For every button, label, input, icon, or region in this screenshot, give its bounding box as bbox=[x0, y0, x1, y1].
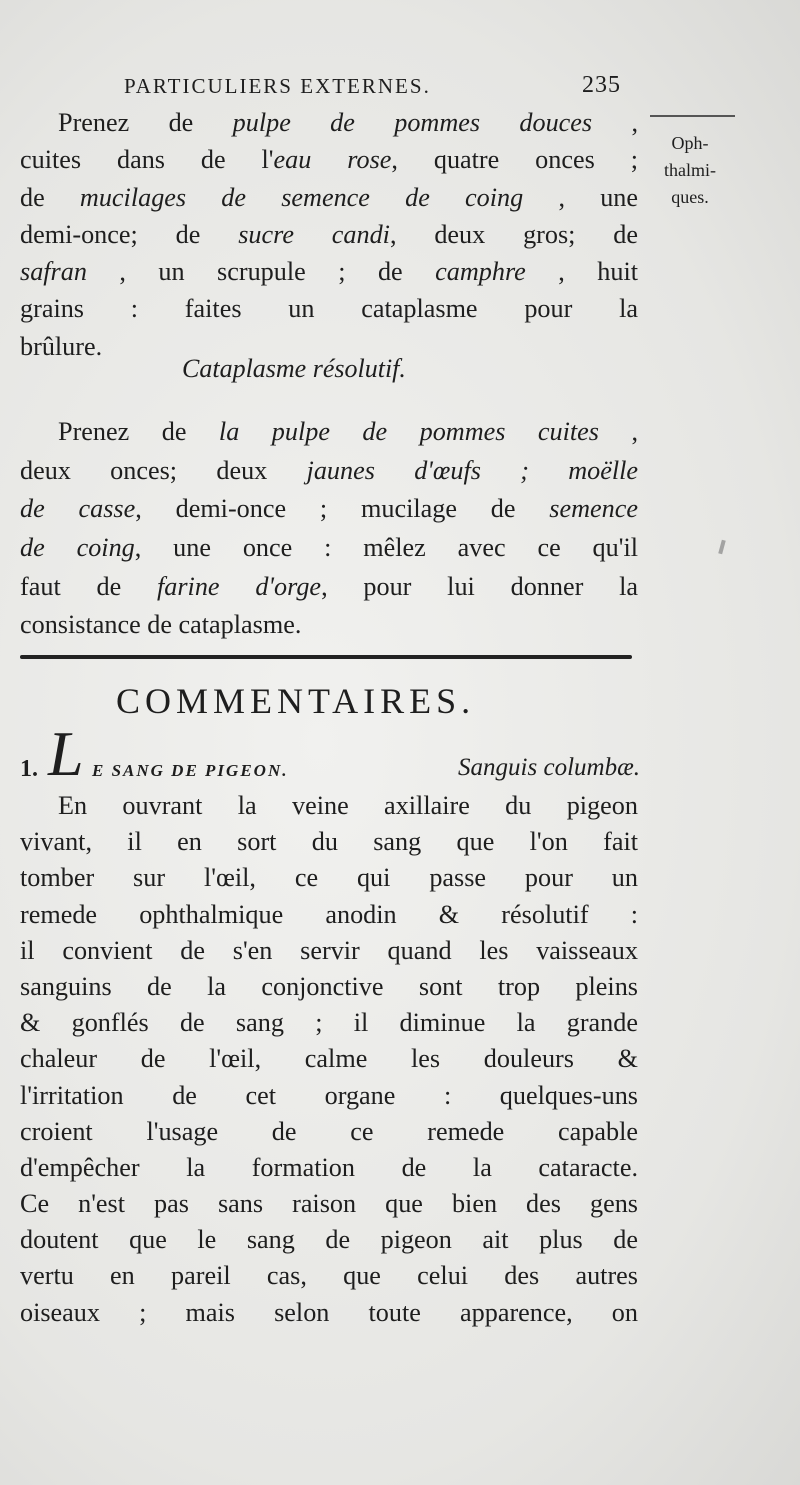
margin-note-line: Oph- bbox=[671, 133, 709, 153]
text-line: remede ophthalmique anodin & résolutif : bbox=[20, 899, 638, 929]
roman-text: Prenez de bbox=[58, 108, 233, 137]
text-line: l'irritation de cet organe : quelques-uns bbox=[20, 1080, 638, 1110]
roman-text: , pour lui donner la bbox=[321, 571, 638, 601]
text-line: d'empêcher la formation de la cataracte. bbox=[20, 1152, 638, 1182]
italic-text: jaunes d'œufs ; moëlle bbox=[306, 455, 638, 485]
roman-text: , demi-once ; mucilage de bbox=[135, 494, 550, 524]
roman-text: cuites dans de l' bbox=[20, 145, 274, 175]
roman-text: , bbox=[598, 417, 639, 446]
text-line bbox=[20, 606, 638, 645]
roman-text: Prenez de bbox=[58, 417, 219, 446]
running-header bbox=[124, 74, 644, 106]
entry-number: 1. bbox=[20, 756, 38, 782]
text-line: doutent que le sang de pigeon ait plus de bbox=[20, 1225, 638, 1255]
italic-text: farine d'orge bbox=[157, 571, 322, 601]
roman-text: brûlure. bbox=[20, 331, 103, 361]
text-line bbox=[20, 216, 638, 253]
commentary-paragraph bbox=[20, 787, 638, 1330]
roman-text: , un scrupule ; de bbox=[86, 257, 436, 287]
text-line bbox=[20, 253, 638, 290]
text-line: vivant, il en sort du sang que l'on fait bbox=[20, 827, 638, 857]
text-line: chaleur de l'œil, calme les douleurs & bbox=[20, 1044, 638, 1074]
entry-heading bbox=[20, 718, 640, 789]
section-title: COMMENTAIRES. bbox=[116, 681, 476, 721]
margin-rule bbox=[650, 115, 735, 117]
italic-text: pulpe de pommes douces bbox=[232, 108, 593, 137]
text-line: sanguins de la conjonctive sont trop pleins bbox=[20, 971, 638, 1001]
italic-text: de casse bbox=[20, 494, 136, 524]
italic-text: sucre candi bbox=[238, 219, 390, 249]
margin-note-line: thalmi- bbox=[664, 160, 716, 180]
roman-text: consistance de cataplasme. bbox=[20, 610, 302, 640]
text-line bbox=[20, 179, 638, 216]
text-line: vertu en pareil cas, que celui des autres bbox=[20, 1261, 638, 1291]
text-line: croient l'usage de ce remede capable bbox=[20, 1116, 638, 1146]
roman-text: demi-once; de bbox=[20, 219, 239, 249]
page-number: 235 bbox=[582, 72, 621, 98]
recipe-title: Cataplasme résolutif. bbox=[182, 354, 406, 383]
text-line: oiseaux ; mais selon toute apparence, on bbox=[20, 1297, 638, 1327]
margin-note bbox=[645, 130, 735, 211]
text-line: & gonflés de sang ; il diminue la grande bbox=[20, 1008, 638, 1038]
italic-text: camphre bbox=[435, 257, 526, 287]
roman-text: , bbox=[592, 108, 639, 137]
roman-text: faut de bbox=[20, 571, 157, 601]
running-title: PARTICULIERS EXTERNES. bbox=[124, 74, 431, 98]
ink-mark bbox=[718, 540, 725, 555]
text-line bbox=[20, 529, 638, 568]
entry-latin-name: Sanguis columbæ. bbox=[458, 754, 640, 781]
italic-text: mucilages de semence de coing bbox=[79, 182, 524, 212]
roman-text: , quatre onces ; bbox=[391, 145, 638, 175]
text-line bbox=[20, 413, 638, 452]
text-line: En ouvrant la veine axillaire du pigeon bbox=[58, 791, 638, 820]
section-divider bbox=[20, 655, 632, 659]
roman-text: , huit bbox=[525, 257, 638, 287]
italic-text: de coing bbox=[20, 533, 135, 563]
text-line bbox=[20, 452, 638, 491]
roman-text: grains : faites un cataplasme pour la bbox=[20, 294, 638, 324]
italic-text: safran bbox=[20, 257, 87, 287]
italic-text: semence bbox=[549, 494, 638, 524]
recipe-paragraph-cataplasm bbox=[20, 413, 638, 645]
italic-text: la pulpe de pommes cuites bbox=[218, 417, 599, 446]
text-line bbox=[20, 490, 638, 529]
roman-text: , une bbox=[523, 182, 638, 212]
drop-cap: L bbox=[48, 718, 84, 789]
roman-text: deux onces; deux bbox=[20, 455, 307, 485]
text-line: il convient de s'en servir quand les vaisseaux bbox=[20, 935, 638, 965]
text-line bbox=[20, 290, 638, 327]
text-line: tomber sur l'œil, ce qui passe pour un bbox=[20, 863, 638, 893]
roman-text: , deux gros; de bbox=[389, 219, 638, 249]
text-line bbox=[20, 568, 638, 607]
roman-text: , une once : mêlez avec ce qu'il bbox=[134, 533, 639, 563]
text-line bbox=[20, 104, 638, 141]
recipe-paragraph-burn bbox=[20, 104, 638, 365]
roman-text: de bbox=[20, 182, 80, 212]
text-line: Ce n'est pas sans raison que bien des gens bbox=[20, 1189, 638, 1219]
italic-text: eau rose bbox=[273, 145, 392, 175]
margin-note-line: ques. bbox=[671, 187, 709, 207]
entry-heading-text: E SANG DE PIGEON. bbox=[92, 761, 289, 780]
text-line bbox=[20, 141, 638, 178]
